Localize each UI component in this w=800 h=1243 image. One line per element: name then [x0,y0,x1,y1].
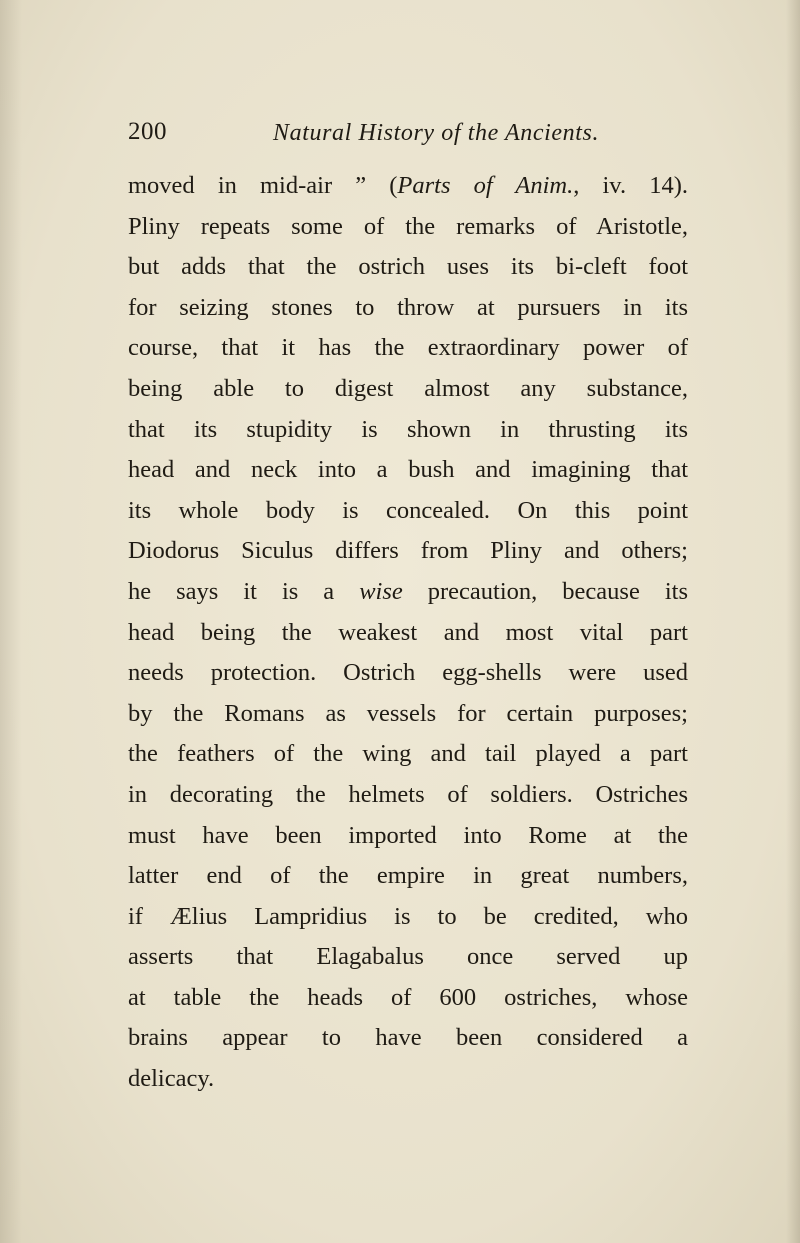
text-segment: by the Romans as vessels for certain purposes; [128,699,688,727]
running-title: Natural History of the Ancients. [273,120,600,146]
text-line [128,491,688,532]
text-segment: its whole body is concealed. On this point [128,496,688,524]
page-shadow-right [786,0,800,1243]
text-segment: Diodorus Siculus differs from Pliny and others; [128,537,688,565]
text-segment: latter end of the empire in great numbers, [128,862,688,890]
text-line [128,653,688,694]
text-segment: Pliny repeats some of the remarks of Aristotle, [128,212,688,240]
text-line [128,734,688,775]
text-segment: must have been imported into Rome at the [128,821,688,849]
text-segment: moved in mid-air ” ( [128,172,398,199]
text-line [128,166,688,207]
text-line [128,775,688,816]
text-segment: needs protection. Ostrich egg-shells were used [128,659,688,687]
text-segment: the feathers of the wing and tail played a part [128,740,688,768]
page-header [128,118,688,154]
italic-text-segment: Parts of Anim. [397,172,574,199]
text-segment: for seizing stones to throw at pursuers in its [128,293,688,321]
text-segment: he says it is a [128,577,360,605]
text-segment: but adds that the ostrich uses its bi-cleft foot [128,253,688,281]
italic-text-segment: wise [359,577,403,605]
text-segment: course, that it has the extraordinary power of [128,334,688,362]
text-line [128,328,688,369]
text-line [128,897,688,938]
text-line [128,531,688,572]
text-line [128,816,688,857]
text-segment: in decorating the helmets of soldiers. Ostriches [128,780,688,808]
text-segment: precaution, because its [402,577,688,605]
text-segment: head and neck into a bush and imagining that [128,456,688,484]
text-segment: brains appear to have been considered a [128,1024,688,1052]
text-line [128,978,688,1019]
page-shadow-left [0,0,22,1243]
text-line [128,410,688,451]
text-segment: that its stupidity is shown in thrusting its [128,415,688,443]
text-line [128,369,688,410]
text-segment: , iv. 14). [573,172,688,199]
page-number: 200 [128,118,167,145]
text-line [128,207,688,248]
text-line [128,572,688,613]
text-line [128,856,688,897]
text-segment: head being the weakest and most vital part [128,618,688,646]
text-line [128,1018,688,1059]
text-segment: asserts that Elagabalus once served up [128,943,688,971]
text-segment: if Ælius Lampridius is to be credited, who [128,902,688,930]
text-line [128,613,688,654]
text-line [128,1059,688,1100]
body-text [128,166,688,1100]
text-segment: delicacy. [128,1065,215,1093]
text-line [128,450,688,491]
text-line [128,937,688,978]
text-line [128,288,688,329]
text-line [128,694,688,735]
text-segment: being able to digest almost any substance, [128,374,688,402]
text-segment: at table the heads of 600 ostriches, whose [128,983,688,1011]
text-line [128,247,688,288]
